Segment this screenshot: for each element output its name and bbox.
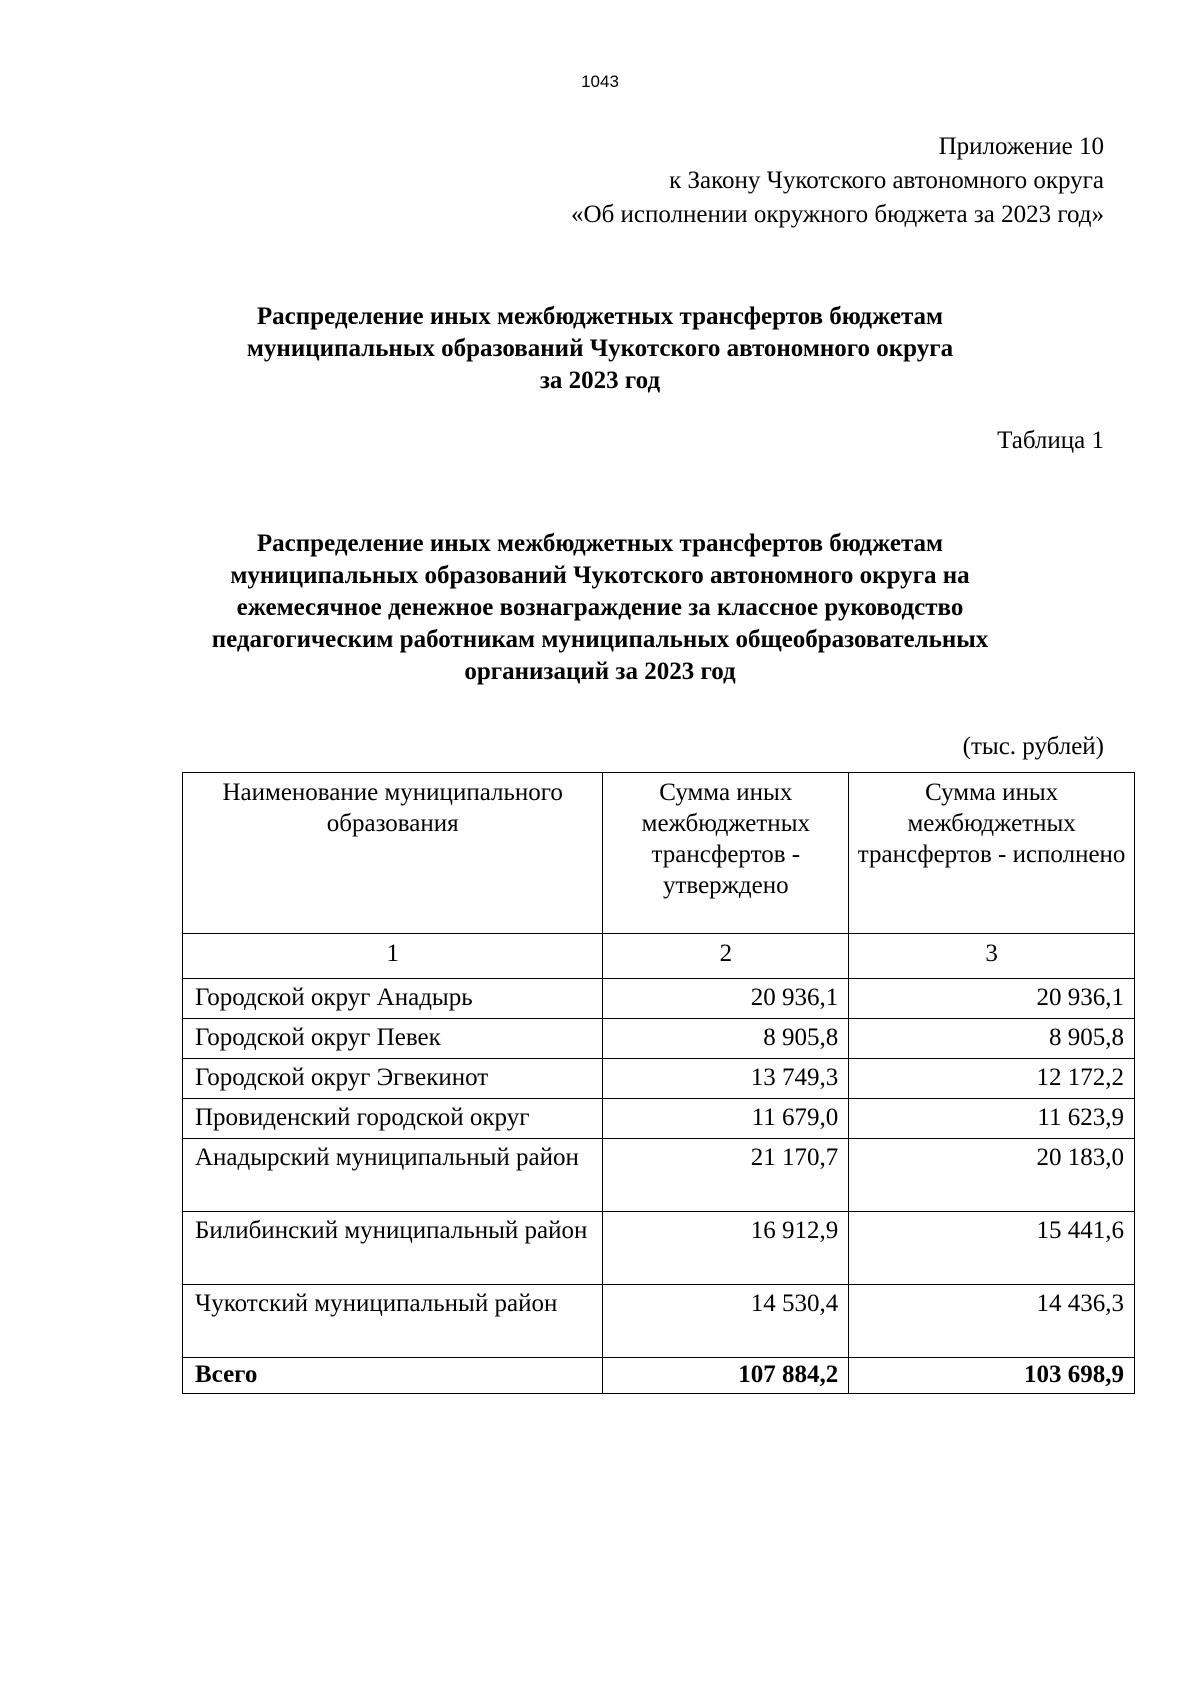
executed-amount: 8 905,8 [849,1019,1135,1059]
document-title-line-1: Распределение иных межбюджетных трансфертов бюджетам [256,303,944,330]
municipality-name: Билибинский муниципальный район [183,1212,603,1285]
header-approved: Сумма иных межбюджетных трансфертов - утверждено [603,773,849,934]
municipality-name: Городской округ Анадырь [183,979,603,1019]
document-title-line-3: за 2023 год [539,367,661,394]
appendix-line-3: «Об исполнении окружного бюджета за 2023 год» [571,201,1104,228]
table-header-row [183,773,1135,934]
total-executed: 103 698,9 [849,1358,1135,1394]
column-number: 1 [183,934,603,979]
executed-amount: 15 441,6 [849,1212,1135,1285]
approved-amount: 14 530,4 [603,1285,849,1358]
approved-amount: 8 905,8 [603,1019,849,1059]
units-label: (тыс. рублей) [962,733,1104,760]
approved-amount: 11 679,0 [603,1099,849,1139]
table-title-line-3: ежемесячное денежное вознаграждение за классное руководство [236,594,964,621]
appendix-reference [571,130,1104,232]
table-row [183,1285,1135,1358]
appendix-line-2: к Закону Чукотского автономного округа [669,167,1104,194]
header-executed: Сумма иных межбюджетных трансфертов - исполнено [849,773,1135,934]
executed-amount: 20 183,0 [849,1139,1135,1212]
column-number: 3 [849,934,1135,979]
executed-amount: 11 623,9 [849,1099,1135,1139]
table-title-line-4: педагогическим работникам муниципальных общеобразовательных [211,626,989,653]
municipality-name: Анадырский муниципальный район [183,1139,603,1212]
table-row [183,979,1135,1019]
table-title-line-2: муниципальных образований Чукотского автономного округа на [230,562,970,589]
approved-amount: 13 749,3 [603,1059,849,1099]
municipality-name: Городской округ Певек [183,1019,603,1059]
executed-amount: 14 436,3 [849,1285,1135,1358]
table-row [183,1099,1135,1139]
municipality-name: Провиденский городской округ [183,1099,603,1139]
table-label: Таблица 1 [997,427,1104,454]
document-title-line-2: муниципальных образований Чукотского автономного округа [246,335,954,362]
total-approved: 107 884,2 [603,1358,849,1394]
approved-amount: 21 170,7 [603,1139,849,1212]
column-number-row [183,934,1135,979]
executed-amount: 12 172,2 [849,1059,1135,1099]
total-label: Всего [183,1358,603,1394]
appendix-line-1: Приложение 10 [938,133,1104,160]
approved-amount: 16 912,9 [603,1212,849,1285]
municipality-name: Городской округ Эгвекинот [183,1059,603,1099]
table-title-line-5: организаций за 2023 год [464,658,736,685]
column-number: 2 [603,934,849,979]
transfers-table [182,772,1135,1394]
table-title-line-1: Распределение иных межбюджетных трансфертов бюджетам [256,530,944,557]
header-municipality: Наименование муниципального образования [183,773,603,934]
municipality-name: Чукотский муниципальный район [183,1285,603,1358]
page-number: 1043 [581,72,619,91]
table-row [183,1139,1135,1212]
approved-amount: 20 936,1 [603,979,849,1019]
table-row [183,1212,1135,1285]
table-total-row [183,1358,1135,1394]
table-row [183,1019,1135,1059]
table-row [183,1059,1135,1099]
executed-amount: 20 936,1 [849,979,1135,1019]
document-title [0,301,1200,397]
table-title [0,528,1200,688]
